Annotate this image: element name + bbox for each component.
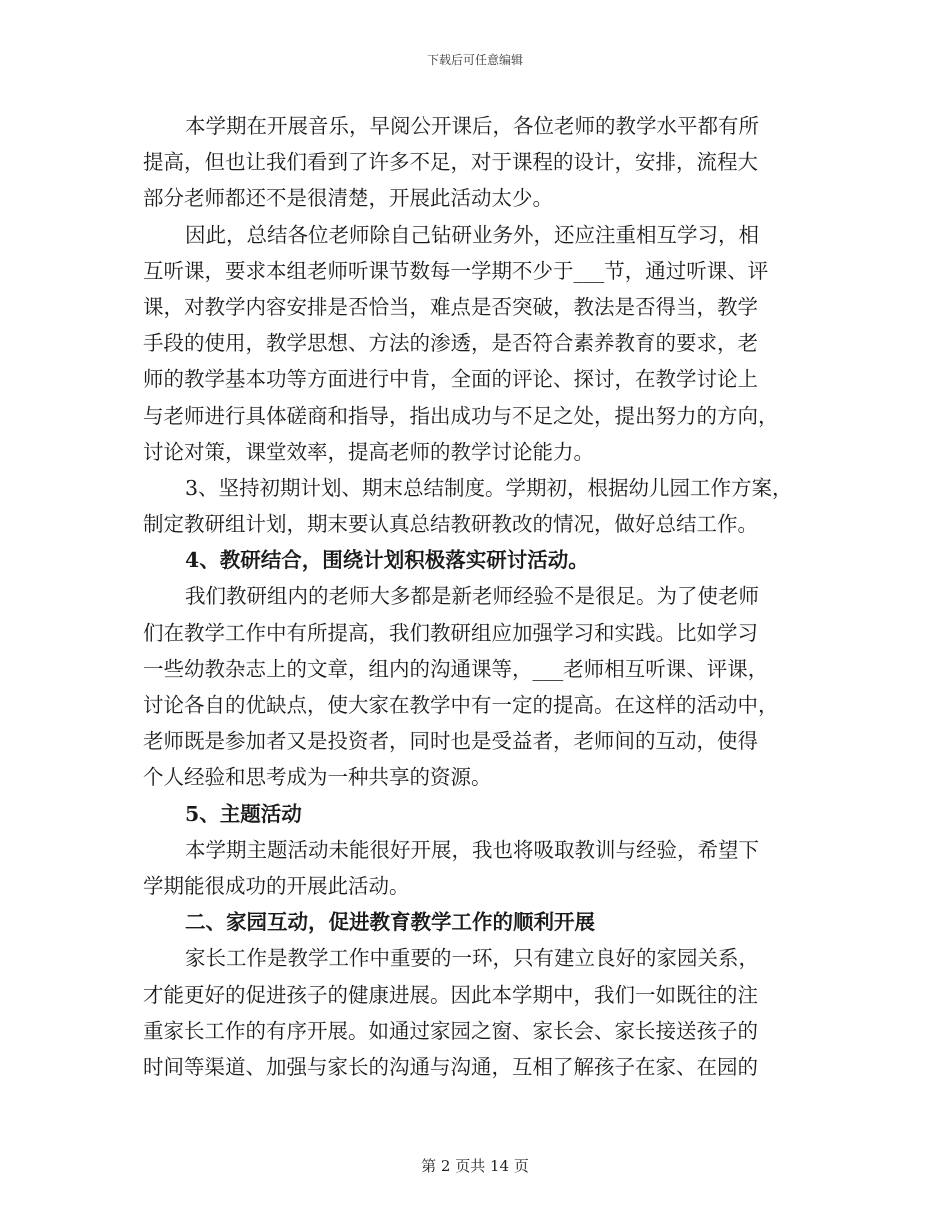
section-heading: 5、主题活动 (185, 801, 302, 826)
text-line: 讨论各自的优缺点，使大家在教学中有一定的提高。在这样的活动中， (143, 693, 779, 717)
text-line: 才能更好的促进孩子的健康进展。因此本学期中，我们一如既往的注 (143, 982, 758, 1007)
text-line: 制定教研组计划，期末要认真总结教研教改的情况，做好总结工作。 (143, 512, 758, 537)
text-line: 提高，但也让我们看到了许多不足，对于课程的设计，安排，流程大 (143, 150, 758, 175)
text-line: 互听课，要求本组老师听课节数每一学期不少于___节，通过听课、评 (143, 258, 769, 283)
section-heading: 4、教研结合，围绕计划积极落实研讨活动。 (185, 548, 589, 573)
text-line: 个人经验和思考成为一种共享的资源。 (143, 765, 492, 790)
text-line: 3、坚持初期计划、期末总结制度。学期初，根据幼儿园工作方案， (185, 475, 793, 500)
text-line: 重家长工作的有序开展。如通过家园之窗、家长会、家长接送孩子的 (143, 1018, 758, 1043)
text-line: 时间等渠道、加强与家长的沟通与沟通，互相了解孩子在家、在园的 (143, 1054, 758, 1079)
text-line: 我们教研组内的老师大多都是新老师经验不是很足。为了使老师 (185, 584, 759, 609)
text-line: 一些幼教杂志上的文章，组内的沟通课等，___老师相互听课、评课， (143, 656, 769, 681)
document-body (143, 108, 803, 1085)
text-line: 们在教学工作中有所提高，我们教研组应加强学习和实践。比如学习 (143, 620, 758, 645)
text-line: 课，对教学内容安排是否恰当，难点是否突破，教法是否得当，教学 (143, 294, 758, 319)
text-line: 老师既是参加者又是投资者，同时也是受益者，老师间的互动，使得 (143, 729, 758, 754)
text-line: 讨论对策，课堂效率，提高老师的教学讨论能力。 (143, 439, 594, 464)
text-line: 与老师进行具体磋商和指导，指出成功与不足之处，提出努力的方向， (143, 403, 779, 428)
text-line: 师的教学基本功等方面进行中肯，全面的评论、探讨，在教学讨论上 (143, 367, 758, 392)
page-header: 下载后可任意编辑 (426, 53, 523, 67)
text-line: 因此，总结各位老师除自己钻研业务外，还应注重相互学习，相 (185, 222, 759, 247)
text-line: 本学期在开展音乐，早阅公开课后，各位老师的教学水平都有所 (185, 114, 759, 138)
section-heading: 二、家园互动，促进教育教学工作的顺利开展 (185, 910, 595, 935)
text-line: 手段的使用，教学思想、方法的渗透，是否符合素养教育的要求，老 (143, 331, 758, 356)
text-line: 学期能很成功的开展此活动。 (143, 873, 410, 898)
text-line: 家长工作是教学工作中重要的一环，只有建立良好的家园关系， (185, 946, 759, 971)
page-footer: 第 2 页共 14 页 (421, 1157, 529, 1175)
text-line: 部分老师都还不是很清楚，开展此活动太少。 (143, 186, 553, 211)
text-line: 本学期主题活动未能很好开展，我也将吸取教训与经验，希望下 (185, 837, 759, 862)
